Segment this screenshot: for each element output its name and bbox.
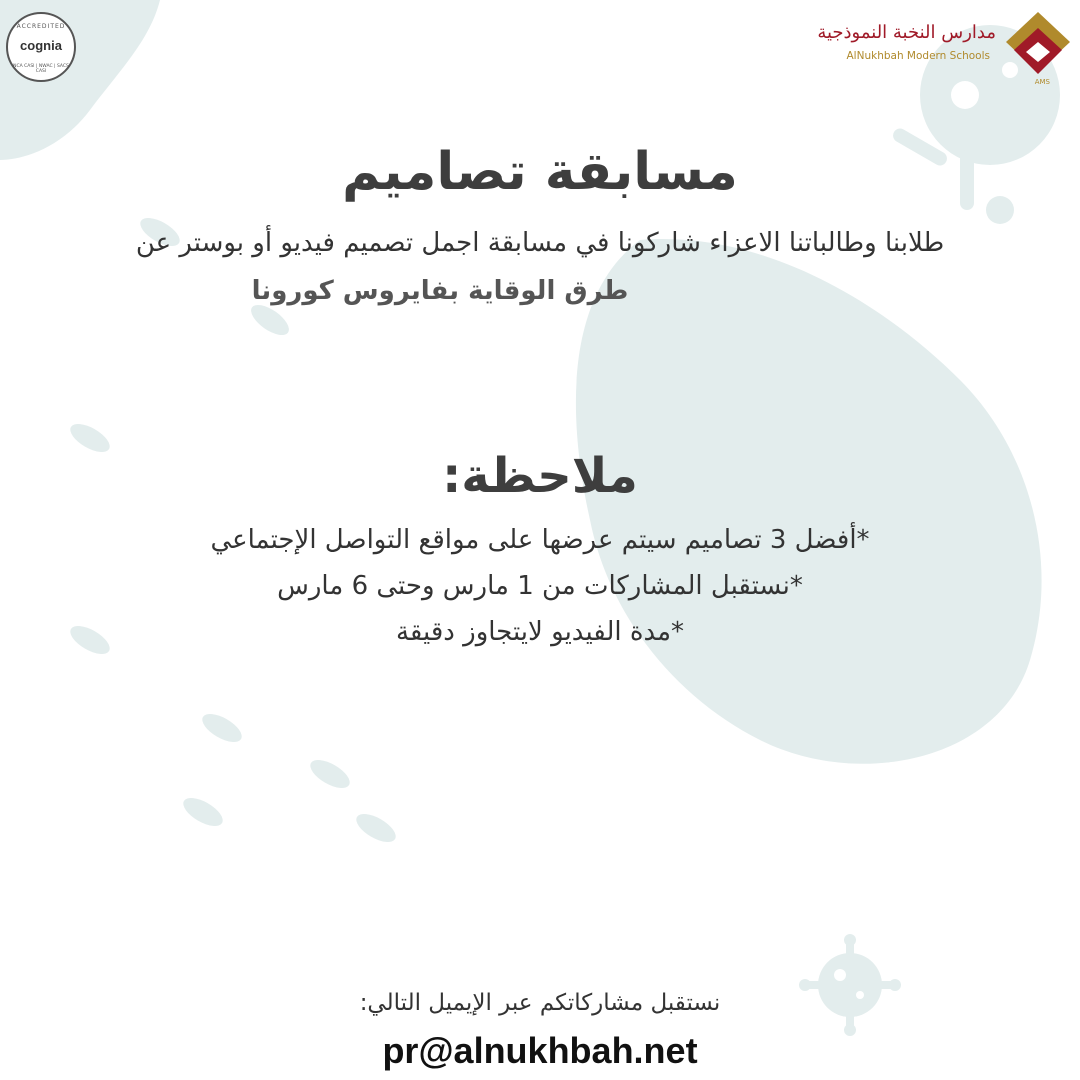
school-name-english: AlNukhbah Modern Schools: [846, 50, 990, 62]
school-name-arabic: مدارس النخبة النموذجية: [817, 22, 996, 43]
accreditation-name: cognia: [20, 38, 62, 53]
page-title: مسابقة تصاميم: [342, 142, 738, 202]
note-item: *أفضل 3 تصاميم سيتم عرضها على مواقع التواصل الإجتماعي: [210, 525, 870, 555]
intro-line-2: طرق الوقاية بفايروس كورونا: [251, 276, 629, 306]
decor-drop: [198, 708, 246, 747]
accreditation-badge: [6, 12, 76, 82]
decor-drop: [179, 792, 227, 831]
note-item: *مدة الفيديو لايتجاوز دقيقة: [395, 617, 685, 647]
note-item: *نستقبل المشاركات من 1 مارس وحتى 6 مارس: [277, 571, 803, 601]
intro-line-1: طلابنا وطالباتنا الاعزاء شاركونا في مسابقة اجمل تصميم فيديو أو بوستر عن: [135, 228, 945, 258]
decor-virus-bottom-right: [799, 934, 901, 1036]
contact-intro: نستقبل مشاركاتكم عبر الإيميل التالي:: [359, 990, 721, 1016]
note-title: ملاحظة:: [442, 448, 638, 504]
school-logo: [812, 10, 1074, 90]
decor-drop: [306, 754, 354, 793]
accreditation-subtext: NCA CASI | NWAC | SACS CASI: [13, 64, 69, 74]
school-mark-icon: [1006, 12, 1070, 88]
school-mark-label: AMS: [1034, 78, 1050, 86]
accreditation-label: ACCREDITED: [16, 23, 66, 30]
decor-drop: [352, 808, 400, 847]
contact-email: pr@alnukhbah.net: [382, 1030, 698, 1071]
